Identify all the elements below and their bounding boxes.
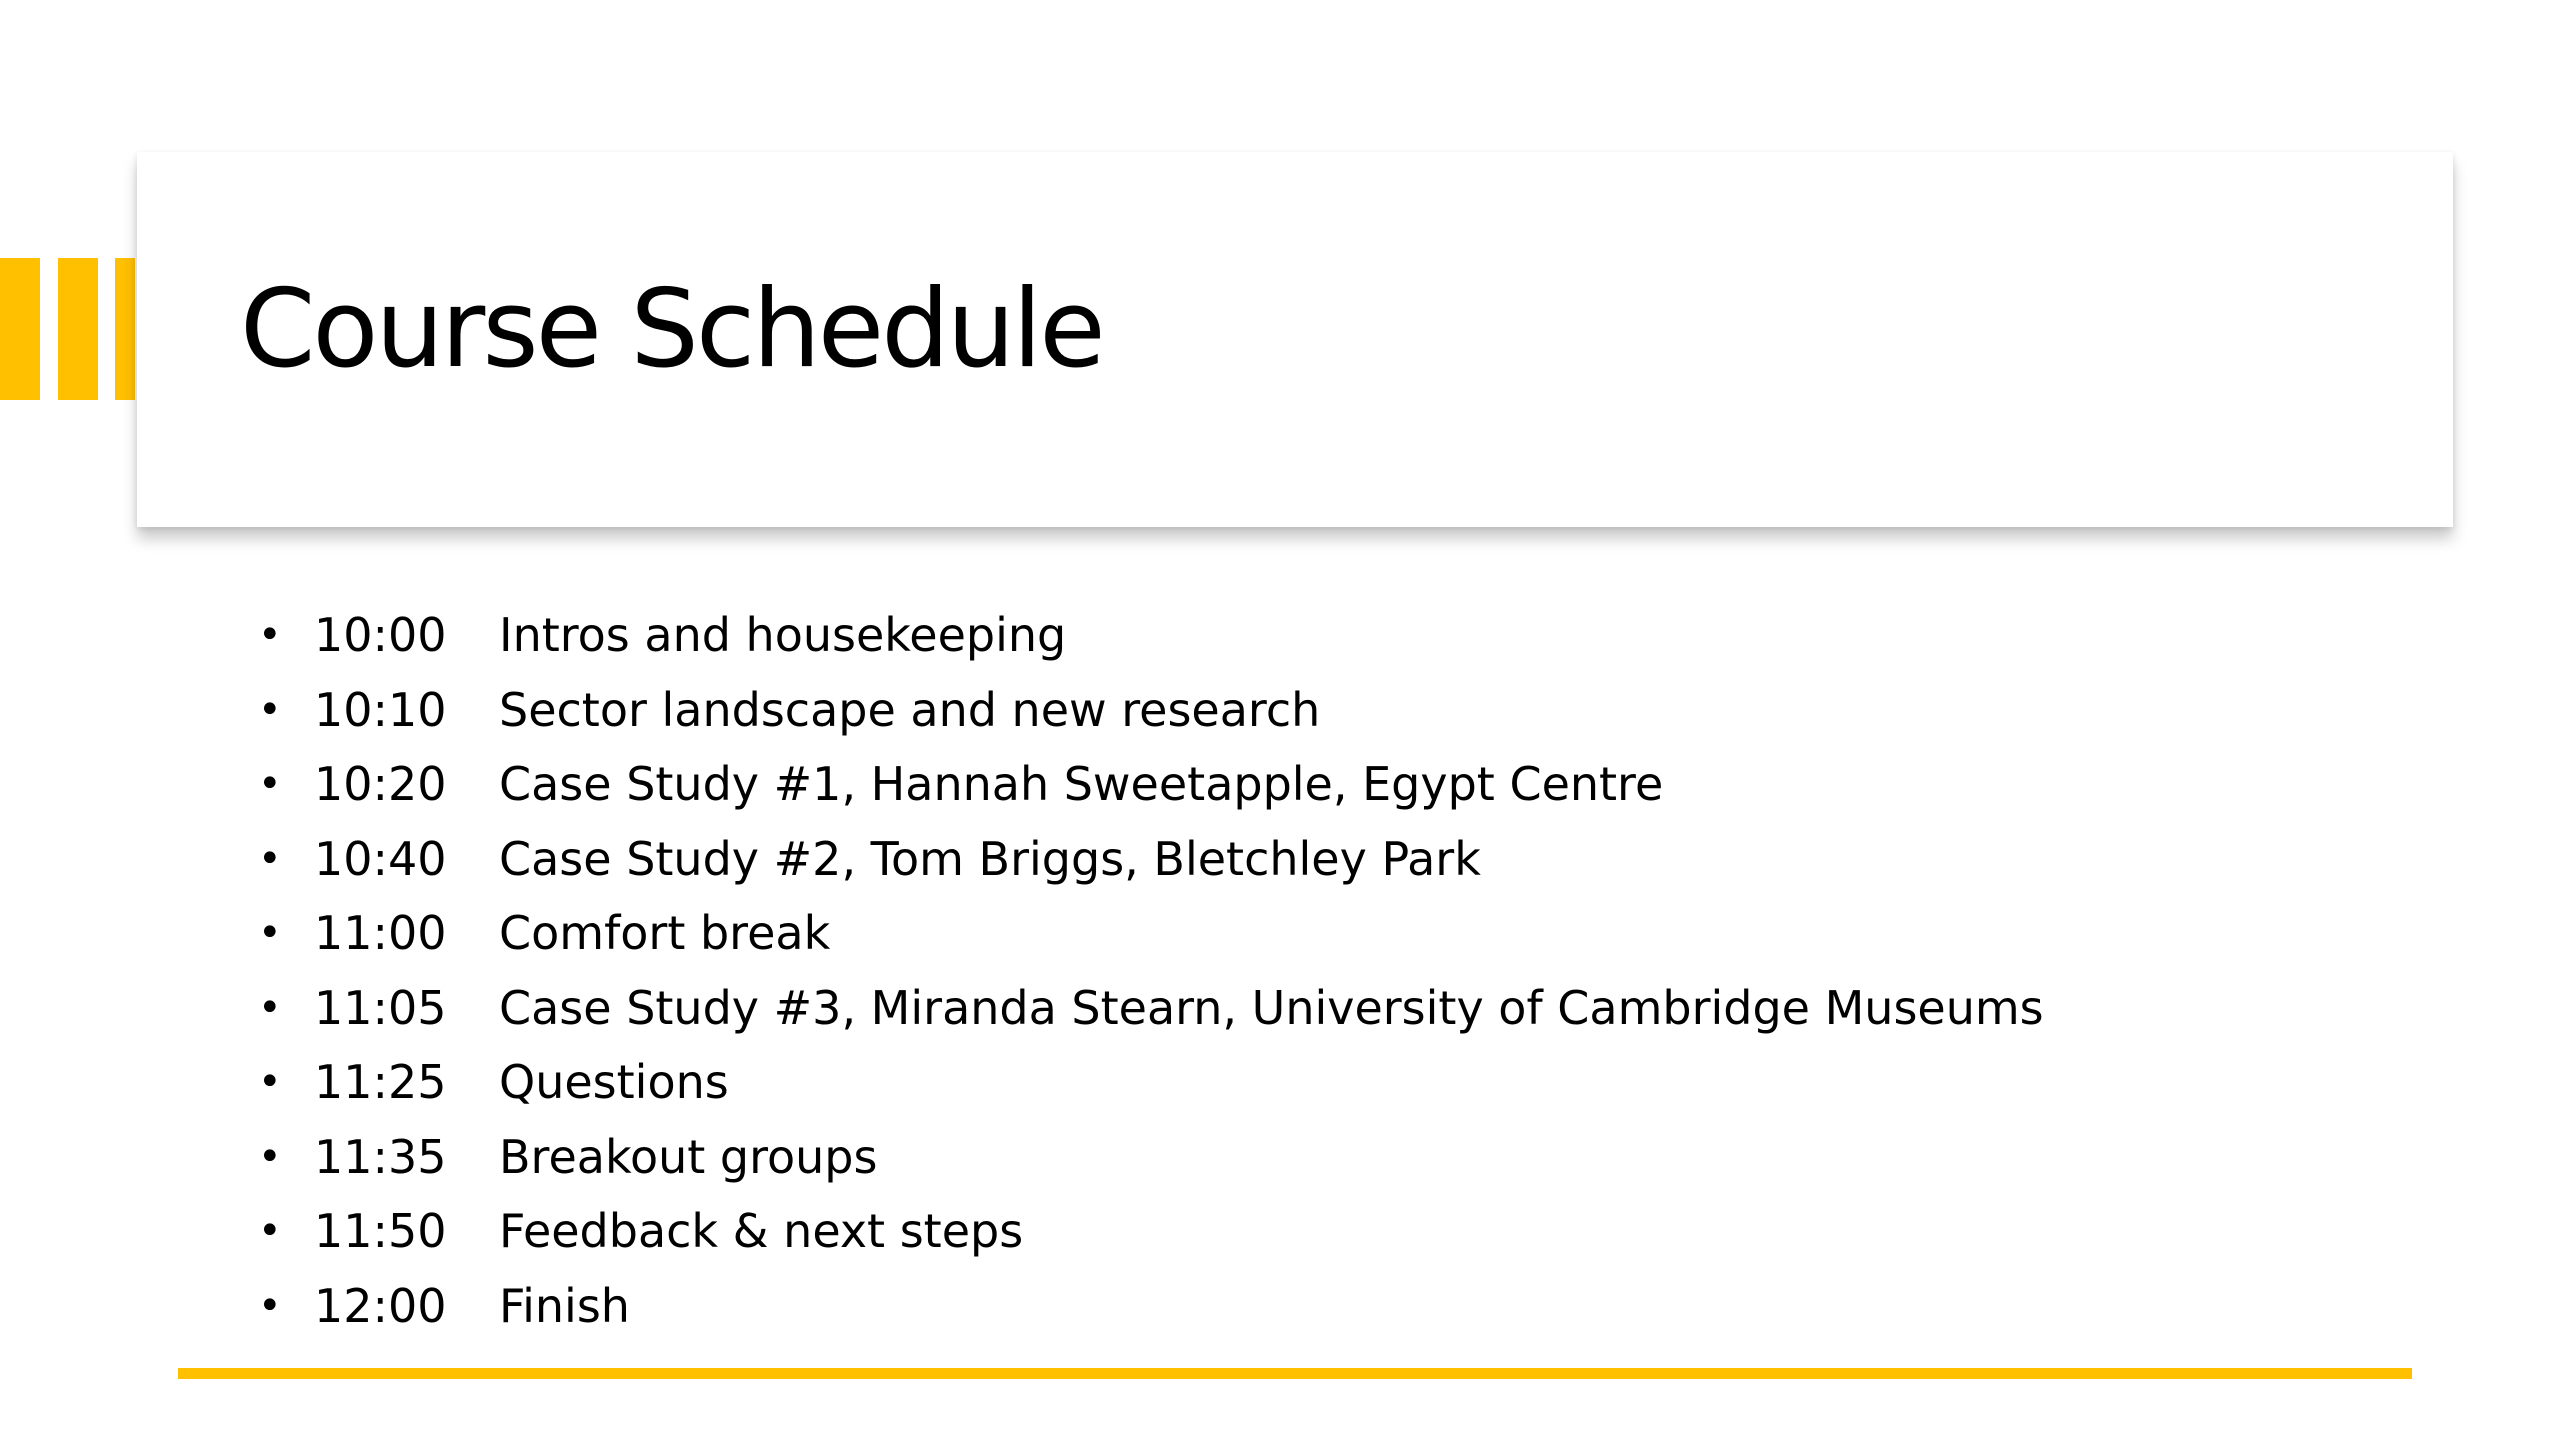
bullet: •	[258, 761, 282, 808]
bullet: •	[258, 1282, 282, 1329]
bottom-accent-line	[178, 1368, 2412, 1379]
schedule-activity: Finish	[499, 1278, 630, 1333]
schedule-item	[258, 1045, 2044, 1120]
schedule-time: 10:20	[314, 757, 447, 812]
schedule-activity: Sector landscape and new research	[499, 682, 1321, 737]
slide-title: Course Schedule	[240, 267, 1103, 392]
bullet: •	[258, 686, 282, 733]
schedule-item	[258, 747, 2044, 822]
schedule-item	[258, 822, 2044, 897]
schedule-activity: Case Study #2, Tom Briggs, Bletchley Park	[499, 831, 1481, 886]
schedule-time: 11:00	[314, 906, 447, 961]
schedule-time: 11:25	[314, 1055, 447, 1110]
schedule-item	[258, 673, 2044, 748]
title-accent-bar	[58, 258, 98, 400]
schedule-list	[258, 598, 2044, 1343]
schedule-time: 11:35	[314, 1129, 447, 1184]
bullet: •	[258, 612, 282, 659]
bullet: •	[258, 1133, 282, 1180]
schedule-activity: Case Study #1, Hannah Sweetapple, Egypt Centre	[499, 757, 1664, 812]
schedule-activity: Comfort break	[499, 906, 831, 961]
title-accent-bar	[0, 258, 40, 400]
schedule-item	[258, 1194, 2044, 1269]
bullet: •	[258, 910, 282, 957]
schedule-time: 12:00	[314, 1278, 447, 1333]
schedule-time: 11:05	[314, 980, 447, 1035]
schedule-item	[258, 896, 2044, 971]
schedule-time: 10:40	[314, 831, 447, 886]
schedule-item	[258, 971, 2044, 1046]
schedule-item	[258, 598, 2044, 673]
schedule-activity: Feedback & next steps	[499, 1204, 1024, 1259]
schedule-time: 10:00	[314, 608, 447, 663]
bullet: •	[258, 1208, 282, 1255]
schedule-activity: Case Study #3, Miranda Stearn, University of Cambridge Museums	[499, 980, 2044, 1035]
schedule-time: 10:10	[314, 682, 447, 737]
schedule-activity: Questions	[499, 1055, 729, 1110]
schedule-time: 11:50	[314, 1204, 447, 1259]
schedule-activity: Intros and housekeeping	[499, 608, 1067, 663]
schedule-item	[258, 1120, 2044, 1195]
schedule-item	[258, 1269, 2044, 1344]
bullet: •	[258, 1059, 282, 1106]
title-accent-bar	[115, 258, 135, 400]
bullet: •	[258, 835, 282, 882]
schedule-activity: Breakout groups	[499, 1129, 878, 1184]
bullet: •	[258, 984, 282, 1031]
